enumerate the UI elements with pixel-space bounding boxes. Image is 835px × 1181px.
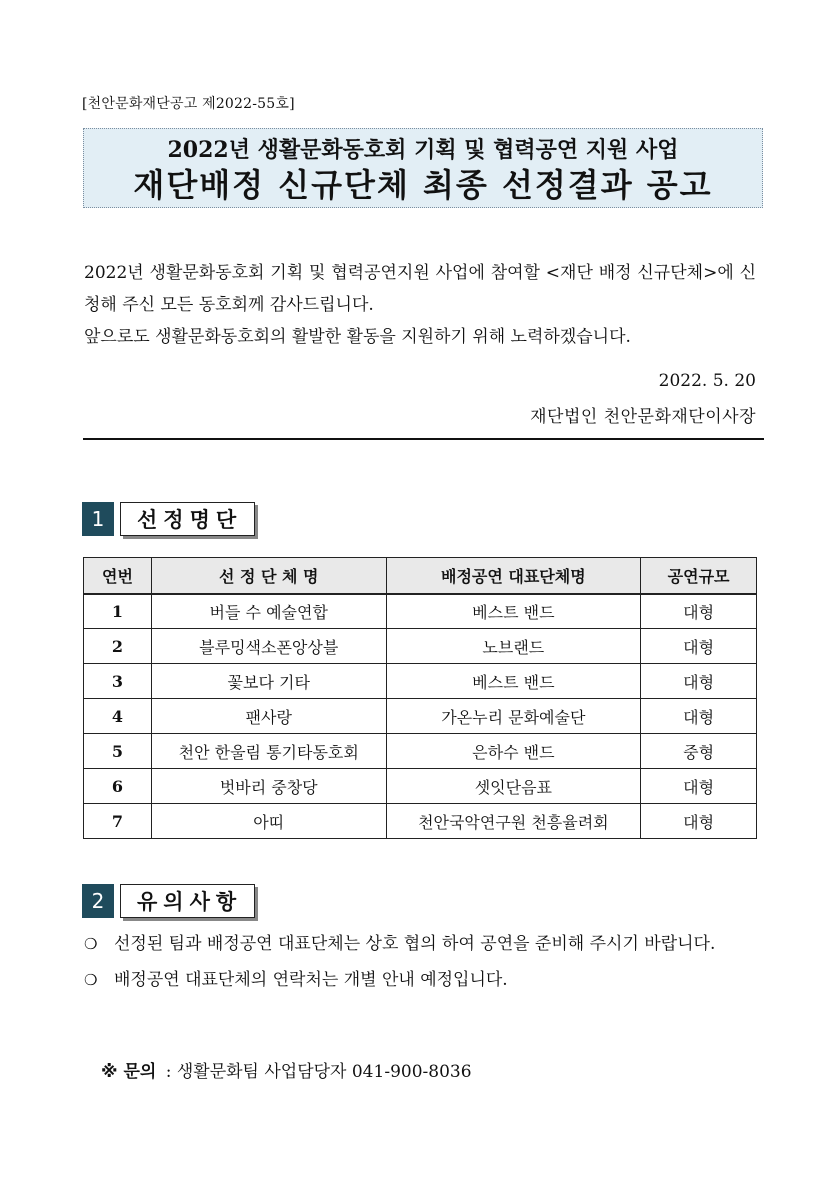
section-2-heading	[82, 884, 255, 918]
title-line-1: 2022년 생활문화동호회 기획 및 협력공연 지원 사업	[167, 137, 679, 163]
cell-no: 5	[84, 734, 152, 769]
contact-text: 생활문화팀 사업담당자 041-900-8036	[176, 1062, 472, 1082]
list-item	[84, 964, 764, 996]
cell-lead-group: 천안국악연구원 천흥율려회	[386, 804, 641, 839]
notes-list	[84, 928, 764, 996]
cell-scale: 대형	[641, 804, 757, 839]
table-row	[84, 734, 757, 769]
section-1-heading	[82, 502, 255, 536]
title-line-2: 재단배정 신규단체 최종 선정결과 공고	[133, 166, 713, 204]
section-2-title: 유의사항	[120, 884, 255, 918]
cell-group: 블루밍색소폰앙상블	[151, 629, 386, 664]
table-header-row	[84, 558, 757, 594]
intro-line-1: 2022년 생활문화동호회 기획 및 협력공연지원 사업에 참여할 <재단 배정 신규단체>에 신청해 주신 모든 동호회께 감사드립니다.	[84, 263, 756, 315]
section-2-number: 2	[82, 884, 114, 918]
cell-group: 버들 수 예술연합	[151, 594, 386, 629]
table-row	[84, 804, 757, 839]
col-header-scale: 공연규모	[641, 558, 757, 594]
intro-paragraph	[84, 257, 756, 353]
title-box	[83, 128, 763, 208]
table-row	[84, 664, 757, 699]
cell-lead-group: 은하수 밴드	[386, 734, 641, 769]
cell-group: 천안 한울림 통기타동호회	[151, 734, 386, 769]
circle-bullet-icon: ❍	[84, 935, 98, 953]
note-text: 선정된 팀과 배정공연 대표단체는 상호 협의 하여 공연을 준비해 주시기 바랍니다.	[114, 934, 716, 954]
cell-lead-group: 노브랜드	[386, 629, 641, 664]
contact-separator: :	[165, 1062, 172, 1082]
cell-scale: 대형	[641, 594, 757, 629]
signer: 재단법인 천안문화재단이사장	[530, 407, 756, 427]
selection-table	[83, 557, 757, 839]
cell-group: 벗바리 중창당	[151, 769, 386, 804]
cell-lead-group: 베스트 밴드	[386, 594, 641, 629]
col-header-no: 연번	[84, 558, 152, 594]
table-row	[84, 769, 757, 804]
cell-no: 1	[84, 594, 152, 629]
divider	[83, 438, 764, 440]
cell-lead-group: 가온누리 문화예술단	[386, 699, 641, 734]
section-1-title: 선정명단	[120, 502, 255, 536]
cell-no: 3	[84, 664, 152, 699]
cell-scale: 대형	[641, 699, 757, 734]
table-row	[84, 699, 757, 734]
cell-lead-group: 셋잇단음표	[386, 769, 641, 804]
announcement-date: 2022. 5. 20	[658, 371, 756, 391]
table-row	[84, 594, 757, 629]
cell-no: 6	[84, 769, 152, 804]
notice-number: [천안문화재단공고 제2022-55호]	[82, 96, 295, 112]
cell-group: 꽃보다 기타	[151, 664, 386, 699]
list-item	[84, 928, 764, 960]
circle-bullet-icon: ❍	[84, 971, 98, 989]
intro-line-2: 앞으로도 생활문화동호회의 활발한 활동을 지원하기 위해 노력하겠습니다.	[84, 327, 631, 347]
cell-no: 7	[84, 804, 152, 839]
contact-label: ※ 문의	[101, 1062, 157, 1082]
table-row	[84, 629, 757, 664]
cell-scale: 대형	[641, 629, 757, 664]
cell-no: 4	[84, 699, 152, 734]
cell-scale: 대형	[641, 769, 757, 804]
contact-info	[101, 1057, 472, 1082]
note-text: 배정공연 대표단체의 연락처는 개별 안내 예정입니다.	[114, 970, 508, 990]
cell-group: 팬사랑	[151, 699, 386, 734]
cell-scale: 대형	[641, 664, 757, 699]
cell-no: 2	[84, 629, 152, 664]
cell-scale: 중형	[641, 734, 757, 769]
col-header-lead-group: 배정공연 대표단체명	[386, 558, 641, 594]
col-header-group: 선 정 단 체 명	[151, 558, 386, 594]
cell-group: 아띠	[151, 804, 386, 839]
section-1-number: 1	[82, 502, 114, 536]
cell-lead-group: 베스트 밴드	[386, 664, 641, 699]
